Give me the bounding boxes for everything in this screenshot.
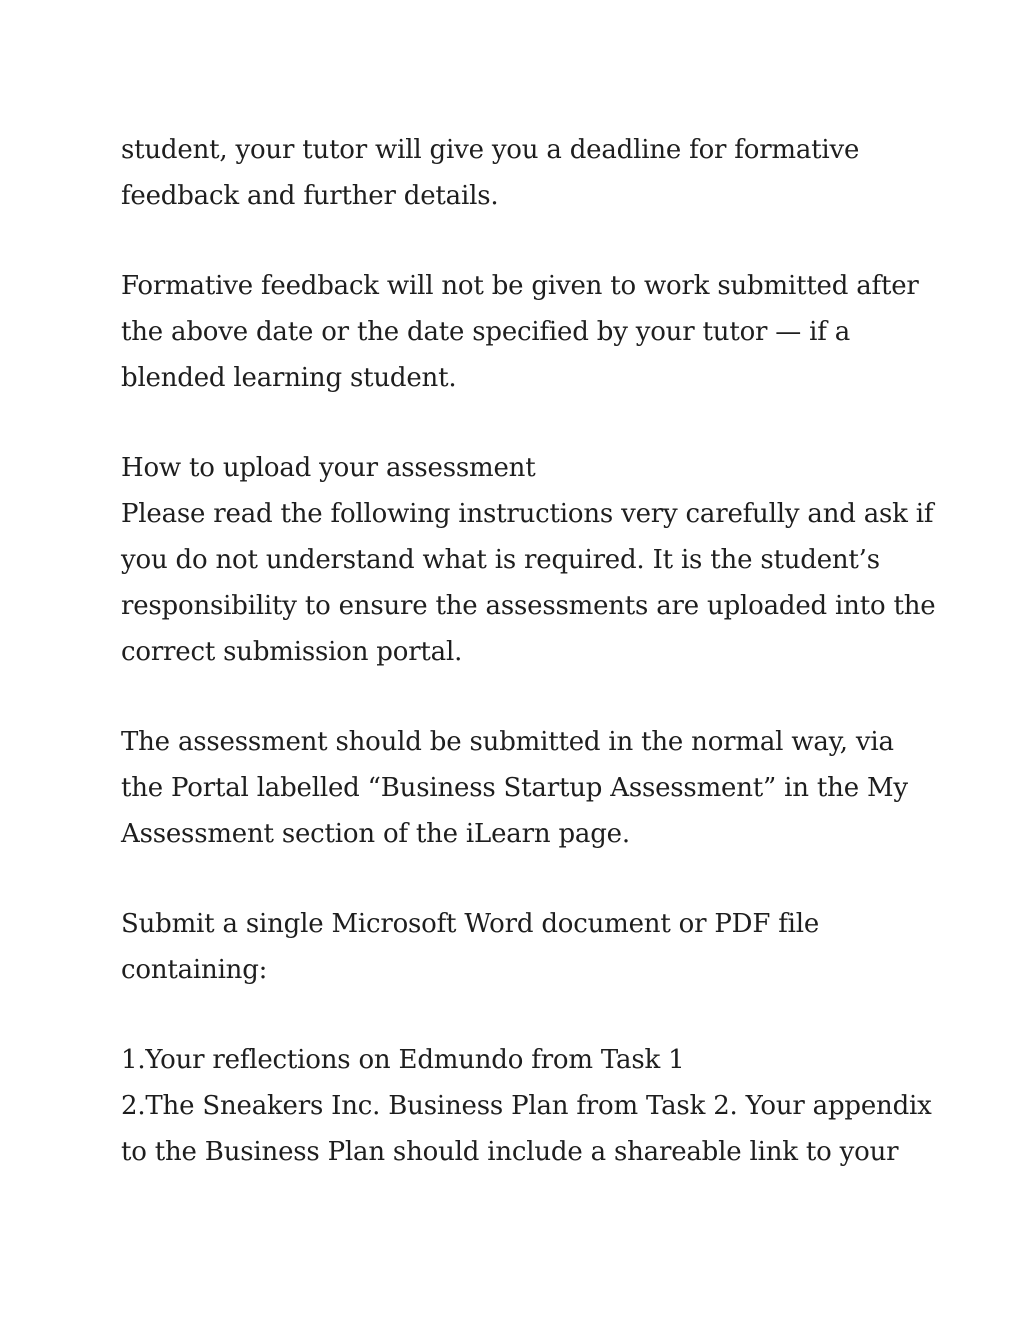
paragraph-file-format [121, 901, 921, 993]
text-line: Formative feedback will not be given to work submitted after [121, 271, 919, 301]
list-item: 2.The Sneakers Inc. Business Plan from Task 2. Your appendix [121, 1091, 932, 1121]
paragraph-formative-deadline [121, 127, 921, 219]
text-line: responsibility to ensure the assessments are uploaded into the [121, 591, 936, 621]
paragraph-submission-portal [121, 719, 921, 857]
list-item: 1.Your reflections on Edmundo from Task 1 [121, 1045, 685, 1075]
section-heading: How to upload your assessment [121, 453, 536, 483]
text-line: Please read the following instructions very carefully and ask if [121, 499, 934, 529]
text-line: you do not understand what is required. It is the student’s [121, 545, 880, 575]
text-line: student, your tutor will give you a deadline for formative [121, 135, 860, 165]
paragraph-upload-instructions [121, 445, 936, 675]
text-line: The assessment should be submitted in the normal way, via [121, 727, 894, 757]
text-line: the Portal labelled “Business Startup Assessment” in the My [121, 773, 908, 803]
text-line: to the Business Plan should include a shareable link to your [121, 1137, 899, 1167]
text-line: blended learning student. [121, 363, 457, 393]
text-line: the above date or the date specified by your tutor — if a [121, 317, 851, 347]
paragraph-contents-list [121, 1037, 932, 1175]
text-line: feedback and further details. [121, 181, 499, 211]
text-line: correct submission portal. [121, 637, 463, 667]
text-line: Assessment section of the iLearn page. [121, 819, 630, 849]
text-line: Submit a single Microsoft Word document or PDF file [121, 909, 820, 939]
paragraph-late-submission [121, 263, 921, 401]
text-line: containing: [121, 955, 268, 985]
document-body [121, 127, 936, 1219]
